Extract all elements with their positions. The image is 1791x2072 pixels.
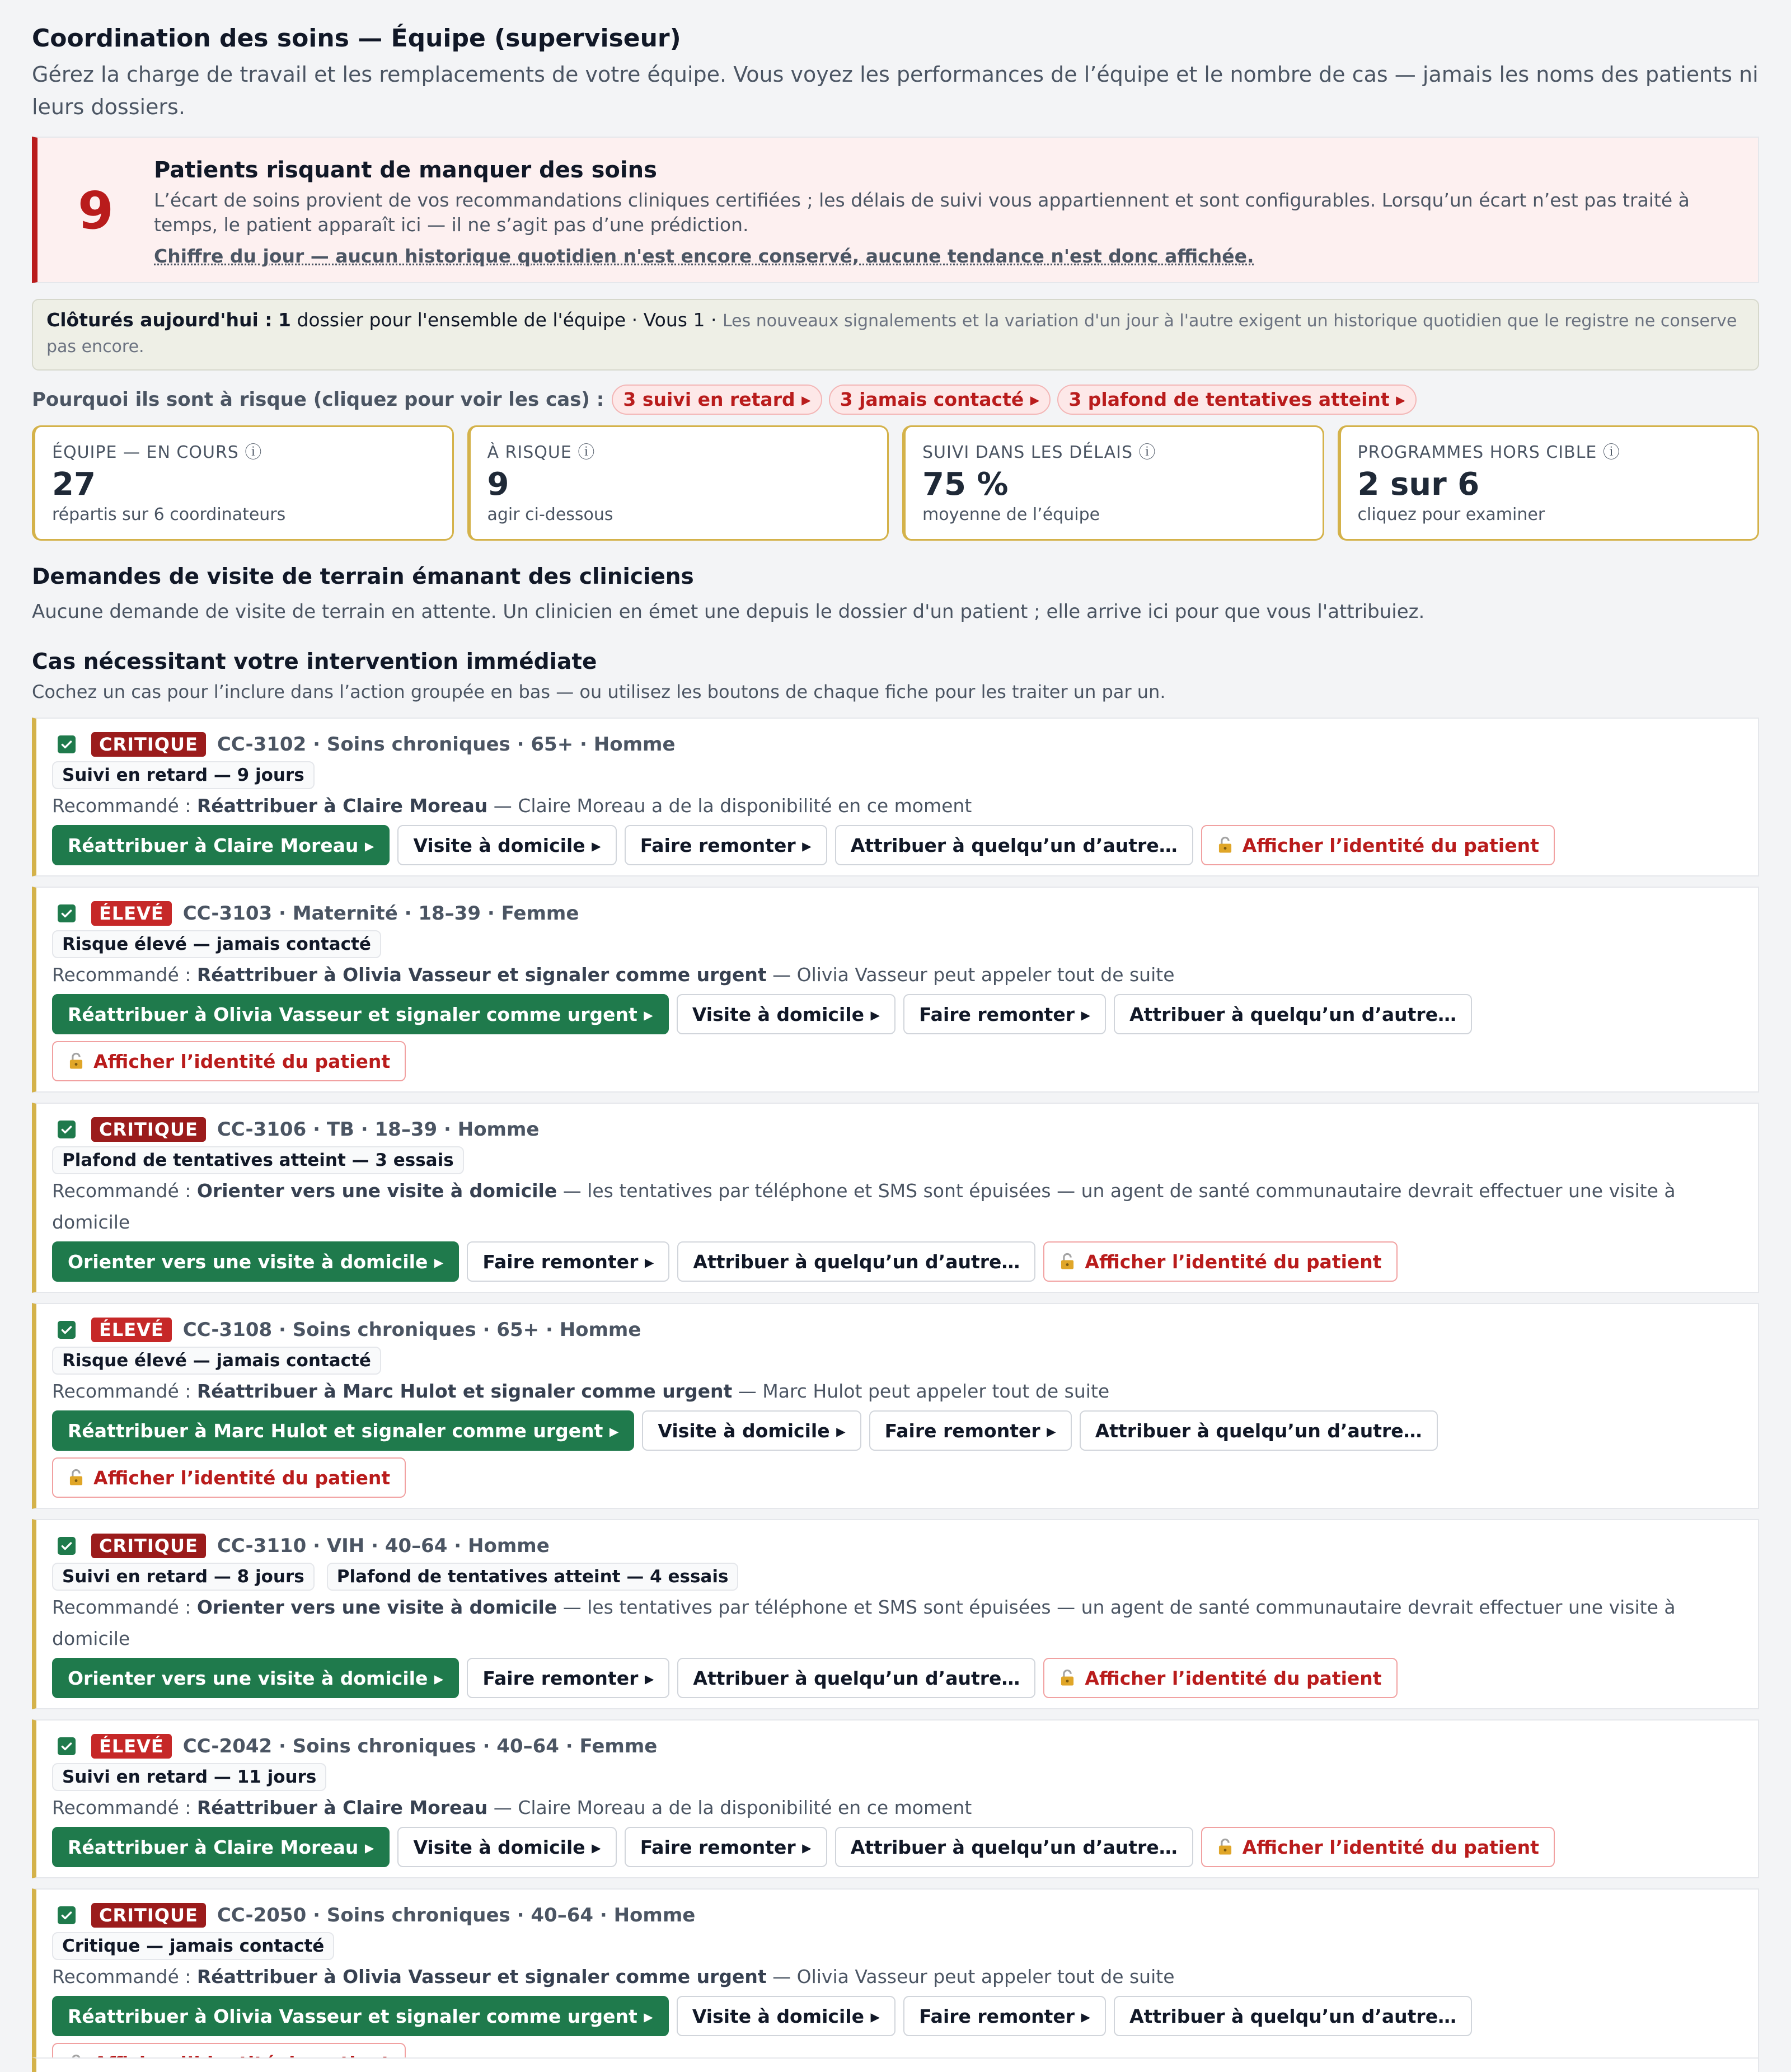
home-visit-button[interactable]: Visite à domicile ▸ bbox=[642, 1410, 861, 1451]
recommended-label: Recommandé : bbox=[52, 1380, 191, 1402]
recommended-label: Recommandé : bbox=[52, 795, 191, 817]
case-recommendation bbox=[52, 1961, 1741, 1993]
case-recommendation bbox=[52, 1792, 1741, 1823]
primary-action-button[interactable]: Réattribuer à Claire Moreau ▸ bbox=[52, 825, 390, 865]
assign-other-button[interactable]: Attribuer à quelqu’un d’autre… bbox=[835, 825, 1193, 865]
case-checkbox[interactable] bbox=[58, 735, 76, 753]
stat-label: ÉQUIPE — EN COURS ⓘ bbox=[52, 443, 262, 462]
escalate-button[interactable]: Faire remonter ▸ bbox=[625, 825, 827, 865]
primary-action-button[interactable]: Réattribuer à Olivia Vasseur et signaler comme urgent ▸ bbox=[52, 994, 669, 1034]
reveal-identity-label: Afficher l’identité du patient bbox=[93, 1050, 391, 1072]
closed-today-text: dossier pour l'ensemble de l'équipe · Vous 1 · bbox=[297, 309, 717, 331]
recommended-action: Réattribuer à Marc Hulot et signaler comme urgent bbox=[196, 1380, 733, 1402]
check-icon bbox=[59, 906, 74, 921]
case-recommendation bbox=[52, 1592, 1741, 1654]
primary-action-button[interactable]: Orienter vers une visite à domicile ▸ bbox=[52, 1658, 459, 1698]
reveal-identity-button[interactable] bbox=[52, 1041, 406, 1081]
stat-sub: agir ci-dessous bbox=[487, 505, 613, 524]
case-tag: Suivi en retard — 9 jours bbox=[52, 761, 315, 789]
field-visits-empty-text: Aucune demande de visite de terrain en attente. Un clinicien en émet une depuis le dossier d'un patient ; elle arrive ici pour que vous l'attribuiez. bbox=[32, 601, 1425, 623]
case-card bbox=[32, 718, 1759, 876]
recommended-action: Réattribuer à Claire Moreau bbox=[196, 795, 488, 817]
stat-card-followup-on-time[interactable] bbox=[902, 425, 1324, 541]
severity-badge: CRITIQUE bbox=[91, 1534, 206, 1558]
case-title: CC-3106 · TB · 18–39 · Homme bbox=[217, 1118, 540, 1141]
case-tag: Suivi en retard — 11 jours bbox=[52, 1763, 326, 1791]
case-recommendation bbox=[52, 1376, 1741, 1407]
case-tag: Plafond de tentatives atteint — 4 essais bbox=[327, 1563, 739, 1591]
case-checkbox[interactable] bbox=[58, 1537, 76, 1555]
recommended-reason: — Olivia Vasseur peut appeler tout de suite bbox=[772, 1966, 1175, 1987]
severity-badge: CRITIQUE bbox=[91, 732, 206, 757]
reveal-identity-button[interactable] bbox=[52, 1457, 406, 1498]
case-checkbox[interactable] bbox=[58, 1321, 76, 1339]
reveal-identity-label: Afficher l’identité du patient bbox=[93, 1466, 391, 1489]
case-card bbox=[32, 1103, 1759, 1293]
case-tags bbox=[52, 1763, 1741, 1791]
stat-label: PROGRAMMES HORS CIBLE ⓘ bbox=[1357, 443, 1620, 462]
cases-heading: Cas nécessitant votre intervention immédiate bbox=[32, 649, 597, 674]
case-card bbox=[32, 1888, 1759, 2072]
case-actions bbox=[52, 1410, 1741, 1502]
case-title: CC-2042 · Soins chroniques · 40–64 · Femme bbox=[182, 1735, 658, 1757]
lock-icon bbox=[68, 1469, 85, 1487]
case-card bbox=[32, 1719, 1759, 1878]
check-icon bbox=[59, 1122, 74, 1137]
case-actions bbox=[52, 825, 1741, 870]
case-checkbox[interactable] bbox=[58, 1121, 76, 1138]
risk-alert bbox=[32, 137, 1759, 283]
check-icon bbox=[59, 737, 74, 752]
case-title: CC-3108 · Soins chroniques · 65+ · Homme bbox=[182, 1319, 641, 1341]
case-tag: Suivi en retard — 8 jours bbox=[52, 1563, 315, 1591]
stats-row bbox=[32, 425, 1759, 541]
recommended-action: Réattribuer à Olivia Vasseur et signaler comme urgent bbox=[196, 964, 767, 986]
case-tags bbox=[52, 761, 1741, 789]
case-tags bbox=[52, 1347, 1741, 1375]
severity-badge: CRITIQUE bbox=[91, 1903, 206, 1928]
stat-label: SUIVI DANS LES DÉLAIS ⓘ bbox=[922, 443, 1156, 462]
escalate-button[interactable]: Faire remonter ▸ bbox=[903, 1996, 1106, 2036]
severity-badge: ÉLEVÉ bbox=[91, 901, 172, 926]
home-visit-button[interactable]: Visite à domicile ▸ bbox=[397, 1827, 616, 1867]
escalate-button[interactable]: Faire remonter ▸ bbox=[869, 1410, 1072, 1451]
case-card-partial bbox=[32, 2057, 1759, 2072]
check-icon bbox=[59, 1323, 74, 1337]
recommended-reason: — Claire Moreau a de la disponibilité en ce moment bbox=[493, 1797, 972, 1818]
stat-value: 27 bbox=[52, 466, 96, 503]
recommended-reason: — Marc Hulot peut appeler tout de suite bbox=[738, 1380, 1110, 1402]
field-visits-heading: Demandes de visite de terrain émanant des cliniciens bbox=[32, 564, 694, 589]
risk-reasons-label: Pourquoi ils sont à risque (cliquez pour voir les cas) : bbox=[32, 388, 604, 411]
risk-description: L’écart de soins provient de vos recommandations cliniques certifiées ; les délais de suivi vous appartiennent et sont configurables. Lorsqu’un écart n’est pas traité à temps, le patient apparaît ici — il ne s’agit pas d’une prédiction. bbox=[154, 189, 1690, 236]
case-title: CC-3102 · Soins chroniques · 65+ · Homme bbox=[217, 733, 676, 756]
risk-count: 9 bbox=[78, 181, 114, 241]
reveal-identity-label: Afficher l’identité du patient bbox=[1242, 834, 1539, 856]
check-icon bbox=[59, 1908, 74, 1923]
recommended-label: Recommandé : bbox=[52, 1966, 191, 1987]
case-tags bbox=[52, 930, 1741, 958]
lock-icon bbox=[1217, 836, 1234, 854]
stat-value: 9 bbox=[487, 466, 509, 503]
recommended-reason: — Claire Moreau a de la disponibilité en ce moment bbox=[493, 795, 972, 817]
lock-icon bbox=[1059, 1669, 1076, 1687]
lock-icon bbox=[68, 1052, 85, 1070]
stat-card-team-open[interactable] bbox=[32, 425, 454, 541]
recommended-label: Recommandé : bbox=[52, 1797, 191, 1818]
escalate-button[interactable]: Faire remonter ▸ bbox=[903, 994, 1106, 1034]
case-tags bbox=[52, 1146, 1741, 1174]
assign-other-button[interactable]: Attribuer à quelqu’un d’autre… bbox=[677, 1241, 1035, 1282]
case-tag: Risque élevé — jamais contacté bbox=[52, 930, 381, 958]
check-icon bbox=[59, 1539, 74, 1553]
reveal-identity-button[interactable] bbox=[1201, 1827, 1555, 1867]
severity-badge: ÉLEVÉ bbox=[91, 1318, 172, 1342]
recommended-reason: — les tentatives par téléphone et SMS sont épuisées — un agent de santé communautaire devrait effectuer une visite à domicile bbox=[52, 1180, 1676, 1233]
assign-other-button[interactable]: Attribuer à quelqu’un d’autre… bbox=[1114, 994, 1472, 1034]
assign-other-button[interactable]: Attribuer à quelqu’un d’autre… bbox=[1114, 1996, 1472, 2036]
case-checkbox[interactable] bbox=[58, 904, 76, 922]
case-title: CC-3103 · Maternité · 18–39 · Femme bbox=[182, 902, 579, 925]
assign-other-button[interactable]: Attribuer à quelqu’un d’autre… bbox=[835, 1827, 1193, 1867]
primary-action-button[interactable]: Réattribuer à Marc Hulot et signaler comme urgent ▸ bbox=[52, 1410, 634, 1451]
case-checkbox[interactable] bbox=[58, 1737, 76, 1755]
case-tags bbox=[52, 1563, 1741, 1591]
risk-reasons bbox=[32, 384, 1759, 415]
case-tag: Critique — jamais contacté bbox=[52, 1932, 334, 1960]
primary-action-button[interactable]: Réattribuer à Claire Moreau ▸ bbox=[52, 1827, 390, 1867]
case-recommendation bbox=[52, 1175, 1741, 1238]
escalate-button[interactable]: Faire remonter ▸ bbox=[467, 1658, 669, 1698]
page-subtitle: Gérez la charge de travail et les remplacements de votre équipe. Vous voyez les performances de l’équipe et le nombre de cas — jamais les noms des patients ni leurs dossiers. bbox=[32, 62, 1759, 119]
recommended-reason: — Olivia Vasseur peut appeler tout de suite bbox=[772, 964, 1175, 986]
page-title: Coordination des soins — Équipe (superviseur) bbox=[32, 24, 681, 53]
recommended-label: Recommandé : bbox=[52, 1180, 191, 1202]
recommended-label: Recommandé : bbox=[52, 1596, 191, 1618]
case-actions bbox=[52, 1827, 1741, 1872]
stat-value: 75 % bbox=[922, 466, 1009, 503]
lock-icon bbox=[1059, 1253, 1076, 1271]
closed-today-note: Les nouveaux signalements et la variation d'un jour à l'autre exigent un historique quotidien que le registre ne conserve pas encore. bbox=[46, 311, 1737, 357]
severity-badge: CRITIQUE bbox=[91, 1117, 206, 1142]
case-actions bbox=[52, 1241, 1741, 1286]
home-visit-button[interactable]: Visite à domicile ▸ bbox=[677, 994, 896, 1034]
case-recommendation bbox=[52, 959, 1741, 991]
reason-pill-attempt-cap[interactable]: 3 plafond de tentatives atteint ▸ bbox=[1057, 385, 1416, 415]
stat-sub: répartis sur 6 coordinateurs bbox=[52, 505, 286, 524]
reason-pill-overdue[interactable]: 3 suivi en retard ▸ bbox=[612, 385, 822, 415]
home-visit-button[interactable]: Visite à domicile ▸ bbox=[677, 1996, 896, 2036]
check-icon bbox=[59, 1739, 74, 1754]
cases-help-text: Cochez un cas pour l’inclure dans l’action groupée en bas — ou utilisez les boutons de chaque fiche pour les traiter un par un. bbox=[32, 681, 1166, 702]
daily-figure-note-link[interactable]: Chiffre du jour — aucun historique quotidien n'est encore conservé, aucune tendance n'est donc affichée. bbox=[154, 245, 1254, 267]
assign-other-button[interactable]: Attribuer à quelqu’un d’autre… bbox=[1080, 1410, 1438, 1451]
recommended-action: Réattribuer à Olivia Vasseur et signaler comme urgent bbox=[196, 1966, 767, 1987]
case-title: CC-3110 · VIH · 40–64 · Homme bbox=[217, 1535, 550, 1557]
case-actions bbox=[52, 1658, 1741, 1703]
escalate-button[interactable]: Faire remonter ▸ bbox=[467, 1241, 669, 1282]
escalate-button[interactable]: Faire remonter ▸ bbox=[625, 1827, 827, 1867]
reveal-identity-label: Afficher l’identité du patient bbox=[1242, 1836, 1539, 1858]
reveal-identity-label: Afficher l’identité du patient bbox=[1085, 1250, 1382, 1273]
case-tag: Plafond de tentatives atteint — 3 essais bbox=[52, 1146, 464, 1174]
closed-today-banner bbox=[32, 299, 1759, 371]
home-visit-button[interactable]: Visite à domicile ▸ bbox=[397, 825, 616, 865]
risk-heading: Patients risquant de manquer des soins bbox=[154, 157, 657, 183]
reveal-identity-button[interactable] bbox=[1043, 1241, 1397, 1282]
case-list bbox=[32, 718, 1759, 2072]
case-checkbox[interactable] bbox=[58, 1906, 76, 1924]
reveal-identity-button[interactable] bbox=[1043, 1658, 1397, 1698]
stat-sub: moyenne de l’équipe bbox=[922, 505, 1100, 524]
stat-card-at-risk[interactable] bbox=[467, 425, 889, 541]
recommended-action: Orienter vers une visite à domicile bbox=[196, 1596, 557, 1618]
case-tags bbox=[52, 1932, 1741, 1960]
recommended-reason: — les tentatives par téléphone et SMS sont épuisées — un agent de santé communautaire devrait effectuer une visite à domicile bbox=[52, 1596, 1676, 1649]
case-title: CC-2050 · Soins chroniques · 40–64 · Homme bbox=[217, 1904, 696, 1926]
assign-other-button[interactable]: Attribuer à quelqu’un d’autre… bbox=[677, 1658, 1035, 1698]
case-card bbox=[32, 1519, 1759, 1709]
recommended-action: Réattribuer à Claire Moreau bbox=[196, 1797, 488, 1818]
closed-today-count: 1 bbox=[278, 309, 291, 331]
severity-badge: ÉLEVÉ bbox=[91, 1734, 172, 1759]
stat-card-programs-off-target[interactable] bbox=[1338, 425, 1760, 541]
recommended-label: Recommandé : bbox=[52, 964, 191, 986]
primary-action-button[interactable]: Orienter vers une visite à domicile ▸ bbox=[52, 1241, 459, 1282]
closed-today-label: Clôturés aujourd'hui : bbox=[46, 309, 273, 331]
stat-label: À RISQUE ⓘ bbox=[487, 443, 596, 462]
reason-pill-never-contacted[interactable]: 3 jamais contacté ▸ bbox=[829, 385, 1051, 415]
case-tag: Risque élevé — jamais contacté bbox=[52, 1347, 381, 1375]
lock-icon bbox=[1217, 1838, 1234, 1856]
recommended-action: Orienter vers une visite à domicile bbox=[196, 1180, 557, 1202]
reveal-identity-label: Afficher l’identité du patient bbox=[1085, 1667, 1382, 1689]
stat-value: 2 sur 6 bbox=[1357, 466, 1480, 503]
reveal-identity-button[interactable] bbox=[1201, 825, 1555, 865]
primary-action-button[interactable]: Réattribuer à Olivia Vasseur et signaler comme urgent ▸ bbox=[52, 1996, 669, 2036]
case-recommendation bbox=[52, 790, 1741, 822]
case-card bbox=[32, 1303, 1759, 1509]
case-card bbox=[32, 887, 1759, 1093]
stat-sub: cliquez pour examiner bbox=[1357, 505, 1545, 524]
case-actions bbox=[52, 994, 1741, 1086]
